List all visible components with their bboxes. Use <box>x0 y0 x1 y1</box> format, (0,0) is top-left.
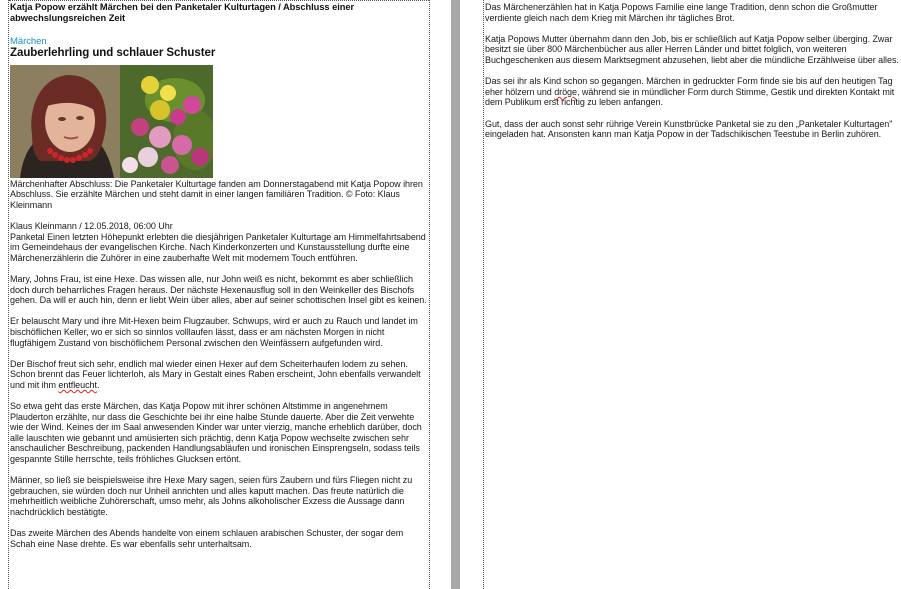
article-paragraph-8: Das Märchenerzählen hat in Katja Popows Familie eine lange Tradition, denn schon die Großmutter verdiente gleich nach dem Krieg mit Märchen ihr tägliches Brot. <box>485 2 878 23</box>
article-byline: Klaus Kleinmann / 12.05.2018, 06:00 Uhr <box>10 220 173 231</box>
spellcheck-word[interactable]: entfleucht <box>58 379 97 390</box>
article-paragraph-5: So etwa geht das erste Märchen, das Katja Popow mit ihrer schönen Altstimme in angenehmem Plauderton erzählte, nur dass die Geschichte bei ihr eine halbe Stunde dauerte. Aber die Zeit verwehte wie der Wind. Keines der im Saal anwesenden Kinder war unter vierzig, manche erheblich darüber, doch alle lauschten wie gebannt und amüsierten sich prächtig, denn Katja Popow wechselte zwischen sehr anschaulicher Beschreibung, packenden Handlungsabläufen und ironischen Einsprengseln, sodass teils gespannte Stille herrschte, teils fröhliches Glucksen ertönt. <box>10 401 422 465</box>
article-paragraph-3: Er belauscht Mary und ihre Mit-Hexen beim Flugzauber. Schwups, wird er auch zu Rauch und landet im bischöflichen Keller, wo er sich so sinnlos volllaufen lässt, dass er am nächsten Morgen in nicht flugfähigem Zustand von bischöflichem Personal zwischen den Weinfässern aufgefunden wird. <box>10 316 418 348</box>
frame-border-top <box>9 0 429 1</box>
article-paragraph-7: Das zweite Märchen des Abends handelte von einem schlauen arabischen Schuster, der sogar dem Schah eine Nase drehte. Es war ebenfalls sehr unterhaltsam. <box>10 528 404 549</box>
article-paragraph-6: Männer, so ließ sie beispielsweise ihre Hexe Mary sagen, seien fürs Zaubern und fürs Fliegen nicht zu gebrauchen, sie würden doch nur Unheil anrichten und alles kaputt machen. Das freute natürlich die mehrheitlich weibliche Zuhörerschaft, umso mehr, als Johns alkoholischer Exzess die Aussage dann nachdrücklich bestätigte. <box>10 475 413 517</box>
print-sentence-end: , während sie in mündlicher Form durch Stimme, Gestik und direkten Kontakt mit dem Publikum erst richtig zu leben anfangen. <box>485 86 895 108</box>
article-photo <box>10 65 213 178</box>
article-kicker: Märchen <box>10 35 47 47</box>
article-paragraph-9: Katja Popows Mutter übernahm dann den Job, bis er schließlich auf Katja Popow selber überging. Zwar besitzt sie über 800 Märchenbücher aus aller Herren Länder und bittet folglich, von weiteren Buchgeschenken aus diesem Marktsegment abzusehen, liebt aber die mündliche Erzählweise über alles. <box>485 33 899 65</box>
document-page-right <box>463 0 901 589</box>
sentence-end: . <box>96 379 100 390</box>
print-sentence: Das sei ihr als Kind schon so gegangen. Märchen in gedruckter Form finde sie bis auf den heutigen Tag eher hölzern und <box>485 76 893 97</box>
article-paragraph-10 <box>485 76 899 108</box>
article-paragraph-11: Gut, dass der auch sonst sehr rührige Verein Kunstbrücke Panketal sie zu den „Panketaler Kulturtagen" eingeladen hat. Ansonsten kann man Katja Popow in der Tadschikischen Teestube in Berlin zuhören. <box>485 118 893 140</box>
photo-caption: Märchenhafter Abschluss: Die Panketaler Kulturtage fanden am Donnerstagabend mit Katja Popow ihren Abschluss. Sie erzählte Märchen und steht damit in einer langen familiären Tradition. © Foto: Klaus Kleinmann <box>10 178 423 210</box>
document-page-left <box>0 0 448 589</box>
bishop-sentence: Der Bischof freut sich sehr, endlich mal wieder einen Hexer auf dem Scheiterhaufen lodern zu sehen. <box>10 358 408 369</box>
article-column-right[interactable] <box>485 2 899 150</box>
article-paragraph-4 <box>10 359 428 391</box>
page-separator-bar <box>451 0 460 589</box>
article-paragraph-1: Panketal Einen letzten Höhepunkt erlebten die diesjährigen Panketaler Kulturtage am Himmelfahrtsabend im Gemeindehaus der evangelischen Kirche. Nach Kinderkonzerten und Kunstausstellung durfte eine Märchenerzählerin die Zuhörer in eine zauberhafte Welt mit modernem Touch entführen. <box>10 231 426 263</box>
article-column-left[interactable] <box>10 2 428 560</box>
article-headline: Katja Popow erzählt Märchen bei den Panketaler Kulturtagen / Abschluss einer abwechslungsreichen Zeit <box>10 2 355 23</box>
article-title: Zauberlehrling und schlauer Schuster <box>10 46 216 59</box>
article-paragraph-2: Mary, Johns Frau, ist eine Hexe. Das wissen alle, nur John weiß es nicht, bekommt es aber schließlich doch durch beharrliches Fragen heraus. Der nächste Hexenausflug soll in den Weinkeller des Bischofs gehen. Da will er auch hin, denn er liebt Wein über alles, aber auf seiner schottischen Insel gibt es keinen. <box>10 273 427 306</box>
spellcheck-word-droege[interactable]: dröge <box>554 86 577 97</box>
fire-sentence: Schon brennt das Feuer lichterloh, als Mary in Gestalt eines Raben erscheint, John ebenfalls verwandelt und mit ihm <box>10 369 421 390</box>
